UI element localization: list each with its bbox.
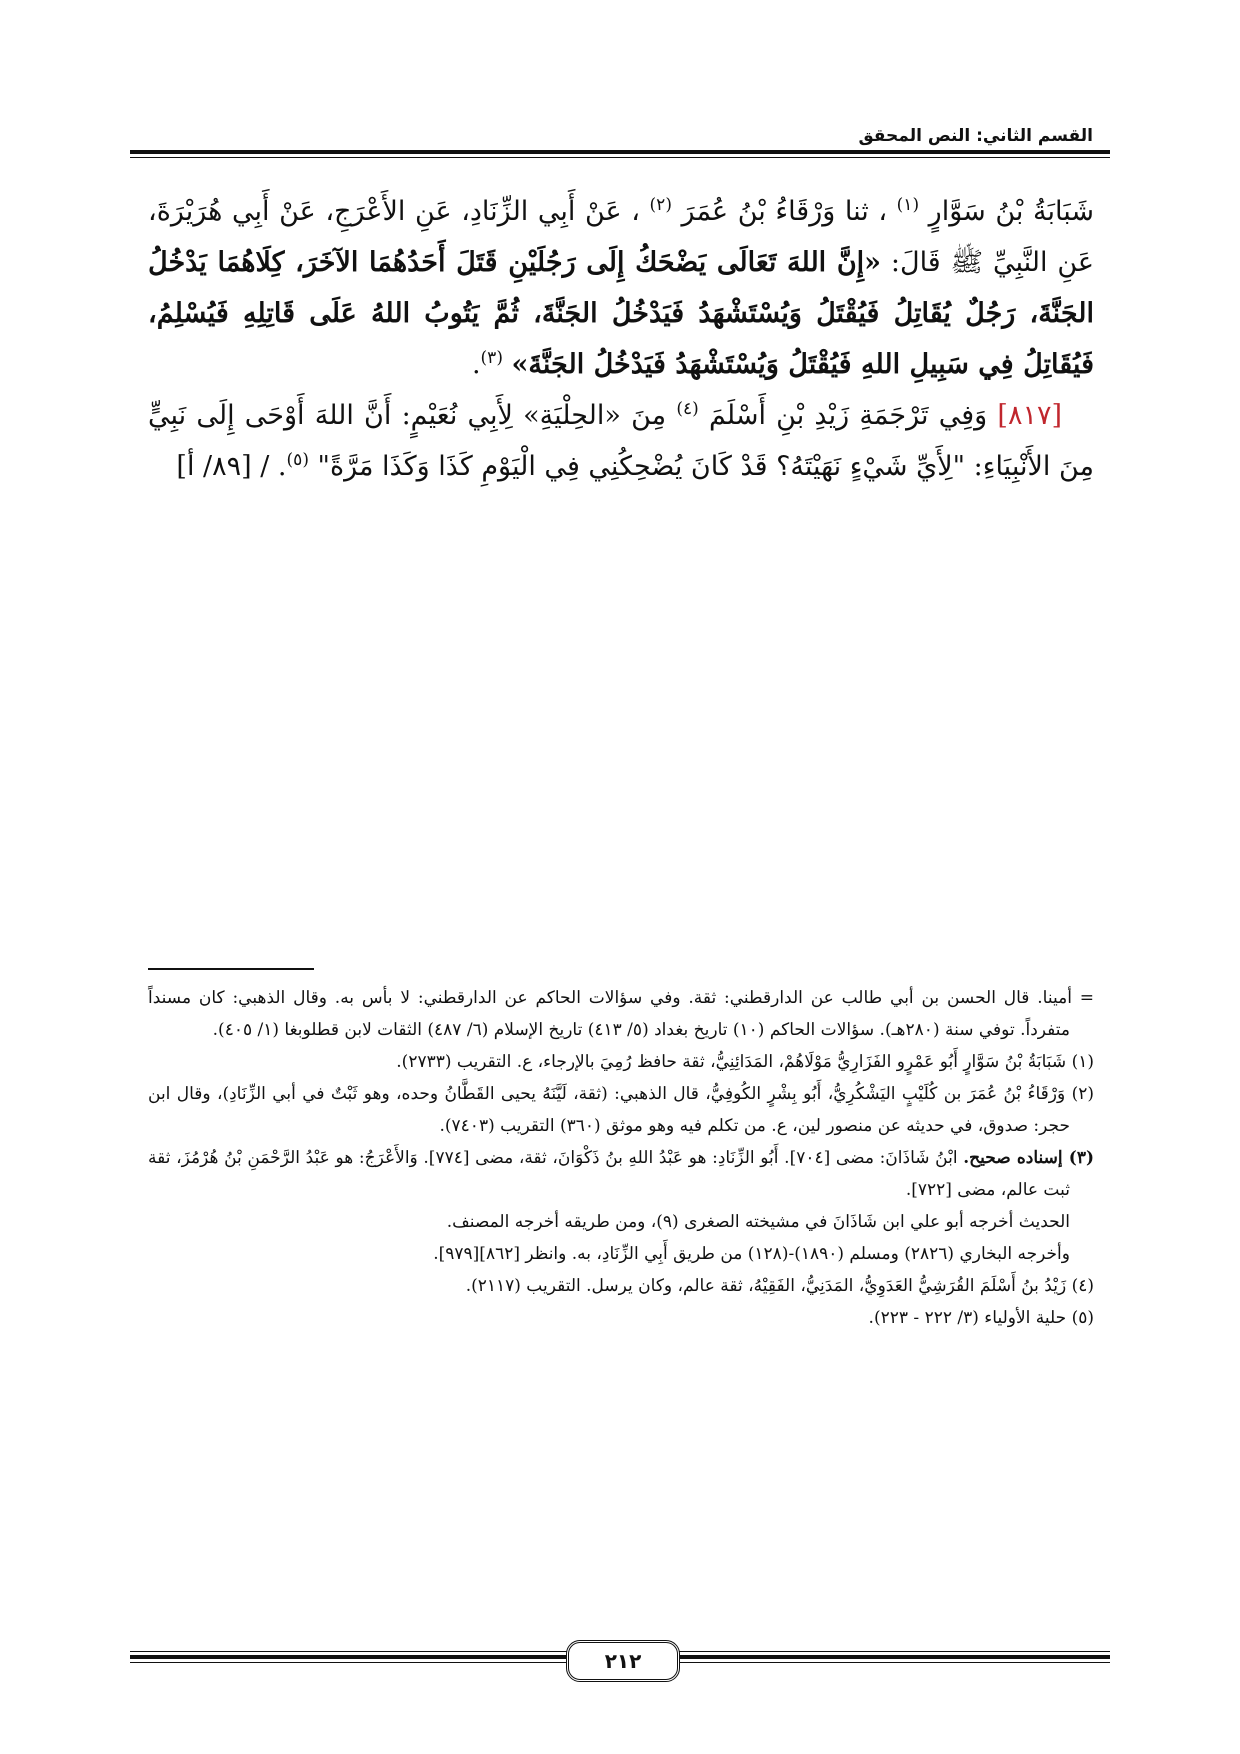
footnote-separator [148, 968, 314, 970]
isnad-text: شَبَابَةُ بْنُ سَوَّارٍ [928, 196, 1094, 227]
header-rule-thick [130, 150, 1110, 154]
footnote-2: (٢) وَرْقَاءُ بْنُ عُمَرَ بن كُلَيْبٍ اليَشْكُرِيُّ، أَبُو بِشْرٍ الكُوفِيُّ، قال الذهبي: (ثقة، لَيَّنَهُ يحيى القَطَّانُ وحده، وهو ثَبْتٌ في أبي الزِّنَادِ)، وقال ابن حجر: صدوق، في حديثه عن منصور لين، ع. من تكلم فيه وهو موثق (٣٦٠) التقريب (٧٤٠٣). [148, 1084, 1094, 1136]
paragraph-end: . [471, 349, 481, 380]
isnad-text: ، عَنْ أَبِي الزِّنَادِ، عَنِ الأَعْرَجِ، عَنْ أَبِي هُرَيْرَةَ، عَنِ النَّبِيِّ ﷺ قَالَ: [148, 196, 1094, 278]
footnote-ref-1[interactable]: (١) [896, 195, 920, 215]
footnote-4: (٤) زَيْدُ بنُ أَسْلَمَ القُرَشِيُّ العَدَوِيُّ، المَدَنِيُّ، الفَقِيْهُ، ثقة عالم، وكان يرسل. التقريب (٢١١٧). [465, 1276, 1094, 1296]
footnote-3-line-b: الحديث أخرجه أبو علي ابن شَاذَانَ في مشيخته الصغرى (٩)، ومن طريقه أخرجه المصنف. [446, 1212, 1070, 1232]
footnote-3-text: ابْنُ شَاذَانَ: مضى [٧٠٤]. أَبُو الزِّنَادِ: هو عَبْدُ اللهِ بنُ ذَكْوَانَ، ثقة، مضى [٧٧٤]. وَالأَعْرَجُ: هو عَبْدُ الرَّحْمَنِ بْنُ هُرْمُزَ، ثقة ثبت عالم، مضى [٧٢٢]. [148, 1148, 1070, 1200]
isnad-text: ، ثنا وَرْقَاءُ بْنُ عُمَرَ [681, 196, 888, 227]
footnote-ref-4[interactable]: (٤) [676, 399, 699, 419]
page-number [566, 1640, 680, 1682]
footnote-3 [148, 1142, 1094, 1206]
hadith-text: «إِنَّ اللهَ تَعَالَى يَضْحَكُ إِلَى رَجُلَيْنِ قَتَلَ أَحَدُهُمَا الآخَرَ، كِلَاهُمَا يَدْخُلُ الجَنَّةَ، رَجُلٌ يُقَاتِلُ فَيُقْتَلُ وَيُسْتَشْهَدُ فَيَدْخُلُ الجَنَّةَ، ثُمَّ يَتُوبُ اللهُ عَلَى قَاتِلِهِ فَيُسْلِمُ، فَيُقَاتِلُ فِي سَبِيلِ اللهِ فَيُقْتَلُ وَيُسْتَشْهَدُ فَيَدْخُلُ الجَنَّةَ» [148, 247, 1094, 380]
footnote-ref-3[interactable]: (٣) [480, 348, 503, 368]
footnotes [148, 982, 1094, 1334]
paragraph-817 [148, 390, 1094, 492]
entry-number: [٨١٧] [997, 400, 1062, 431]
main-text [148, 186, 1094, 492]
footnote-3-line-c: وأخرجه البخاري (٢٨٢٦) ومسلم (١٨٩٠)-(١٢٨) من طريق أَبِي الزِّنَادِ، به. وانظر [٨٦٢][٩٧٩]. [433, 1244, 1070, 1264]
footnote-3-label: (٣) إسناده صحيح. [963, 1148, 1094, 1168]
footnote-5: (٥) حلية الأولياء (٣/ ٢٢٢ - ٢٢٣). [868, 1308, 1094, 1328]
folio-marker: . / [٨٩/ أ] [176, 451, 287, 482]
paragraph-hadith [148, 186, 1094, 390]
header-rule-thin [130, 157, 1110, 158]
entry-text: مِنَ «الحِلْيَةِ» لِأَبِي نُعَيْمٍ: أَنَّ اللهَ أَوْحَى إِلَى نَبِيٍّ مِنَ الأَنْبِيَاءِ: "لِأَيِّ شَيْءٍ نَهَيْتَهُ؟ قَدْ كَانَ يُضْحِكُنِي فِي الْيَوْمِ كَذَا وَكَذَا مَرَّةً" [148, 400, 1094, 482]
footnote-ref-2[interactable]: (٢) [649, 195, 672, 215]
entry-text: وَفِي تَرْجَمَةِ زَيْدِ بْنِ أَسْلَمَ [708, 400, 988, 431]
footnote-1: (١) شَبَابَةُ بْنُ سَوَّارٍ أَبُو عَمْرٍو الفَزَارِيُّ مَوْلَاهُمْ، المَدَائِنِيُّ، ثقة حافظ رُمِيَ بالإرجاء، ع. التقريب (٢٧٣٣). [396, 1052, 1094, 1072]
footnote-continuation: = أمينا. قال الحسن بن أبي طالب عن الدارقطني: ثقة. وفي سؤالات الحاكم عن الدارقطني: لا بأس به. وقال الذهبي: كان مسنداً متفرداً. توفي سنة (٢٨٠هـ). سؤالات الحاكم (١٠) تاريخ بغداد (٥/ ٤١٣) تاريخ الإسلام (٦/ ٤٨٧) الثقات لابن قطلوبغا (١/ ٤٠٥). [148, 988, 1094, 1040]
page-number-text: ٢١٢ [604, 1649, 642, 1673]
footnote-ref-5[interactable]: (٥) [286, 450, 309, 470]
page-header-title: القسم الثاني: النص المحقق [858, 126, 1093, 146]
